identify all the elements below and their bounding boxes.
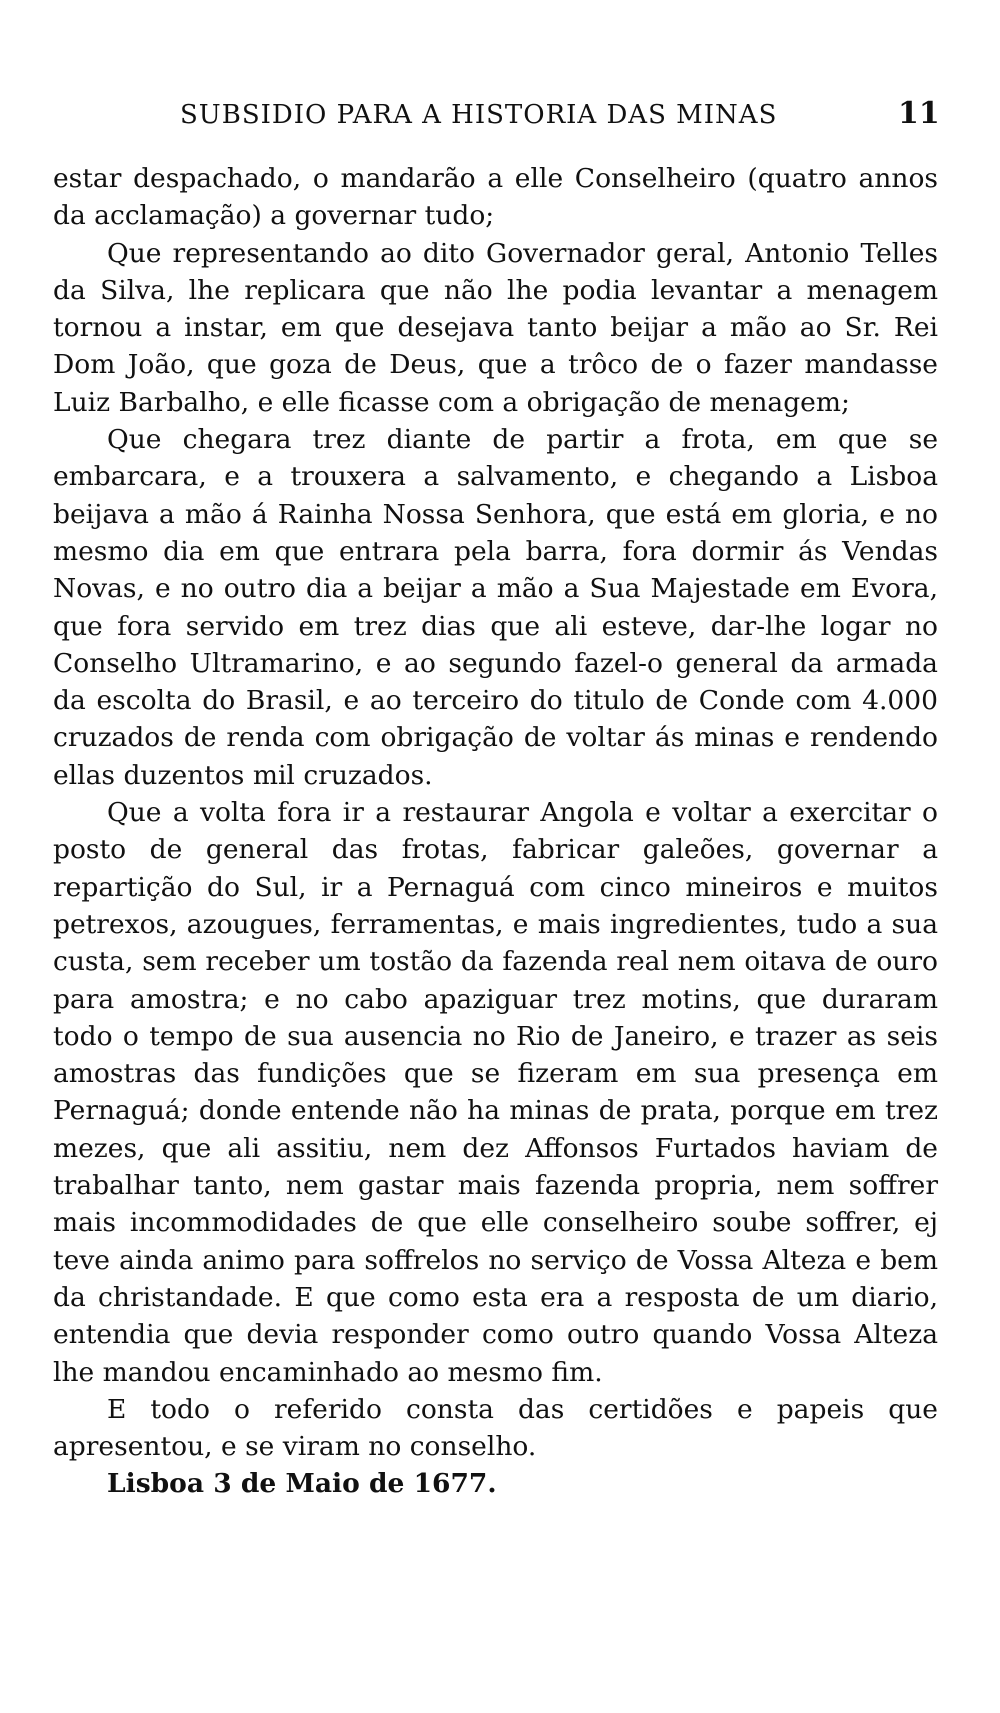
paragraph: Que a volta fora ir a restaurar Angola e voltar a exercitar o posto de general das frotas, fabricar galeões, governar a repartição do Sul, ir a Pernaguá com cinco mineiros e muitos petrexos, azougues, ferramentas, e mais ingredientes, tudo a sua custa, sem receber um tostão da fazenda real nem oitava de ouro para amostra; e no cabo apaziguar trez motins, que duraram todo o tempo de sua ausencia no Rio de Janeiro, e trazer as seis amostras das fundições que se fizeram em sua presença em Pernaguá; donde entende não ha minas de prata, porque em trez mezes, que ali assitiu, nem dez Affonsos Furtados haviam de trabalhar tanto, nem gastar mais fazenda propria, nem soffrer mais incommodidades de que elle conselheiro soube soffrer, ej teve ainda animo para soffrelos no serviço de Vossa Alteza e bem da christandade. E que como esta era a resposta de um diario, entendia que devia responder como outro quando Vossa Alteza lhe mandou encaminhado ao mesmo fim. — [53, 797, 938, 1388]
paragraph-continuation: estar despachado, o mandarão a elle Conselheiro (quatro annos da acclamação) a governar tudo; — [53, 163, 938, 232]
paragraph: Que chegara trez diante de partir a frota, em que se embarcara, e a trouxera a salvamento, e chegando a Lisboa beijava a mão á Rainha Nossa Senhora, que está em gloria, e no mesmo dia em que entrara pela barra, fora dormir ás Vendas Novas, e no outro dia a beijar a mão a Sua Majestade em Evora, que fora servido em trez dias que ali esteve, dar-lhe logar no Conselho Ultramarino, e ao segundo fazel-o general da armada da escolta do Brasil, e ao terceiro do titulo de Conde com 4.000 cruzados de renda com obrigação de voltar ás minas e rendendo ellas duzentos mil cruzados. — [53, 424, 938, 791]
page-number: 11 — [898, 96, 940, 131]
body-text — [53, 160, 938, 1503]
running-title: SUBSIDIO PARA A HISTORIA DAS MINAS — [180, 100, 778, 130]
dateline: Lisboa 3 de Maio de 1677. — [107, 1468, 497, 1500]
paragraph: Que representando ao dito Governador geral, Antonio Telles da Silva, lhe replicara que não lhe podia levantar a menagem tornou a instar, em que desejava tanto beijar a mão ao Sr. Rei Dom João, que goza de Deus, que a trôco de o fazer mandasse Luiz Barbalho, e elle ficasse com a obrigação de menagem; — [53, 237, 938, 418]
paragraph: E todo o referido consta das certidões e papeis que apresentou, e se viram no conselho. — [53, 1393, 938, 1463]
